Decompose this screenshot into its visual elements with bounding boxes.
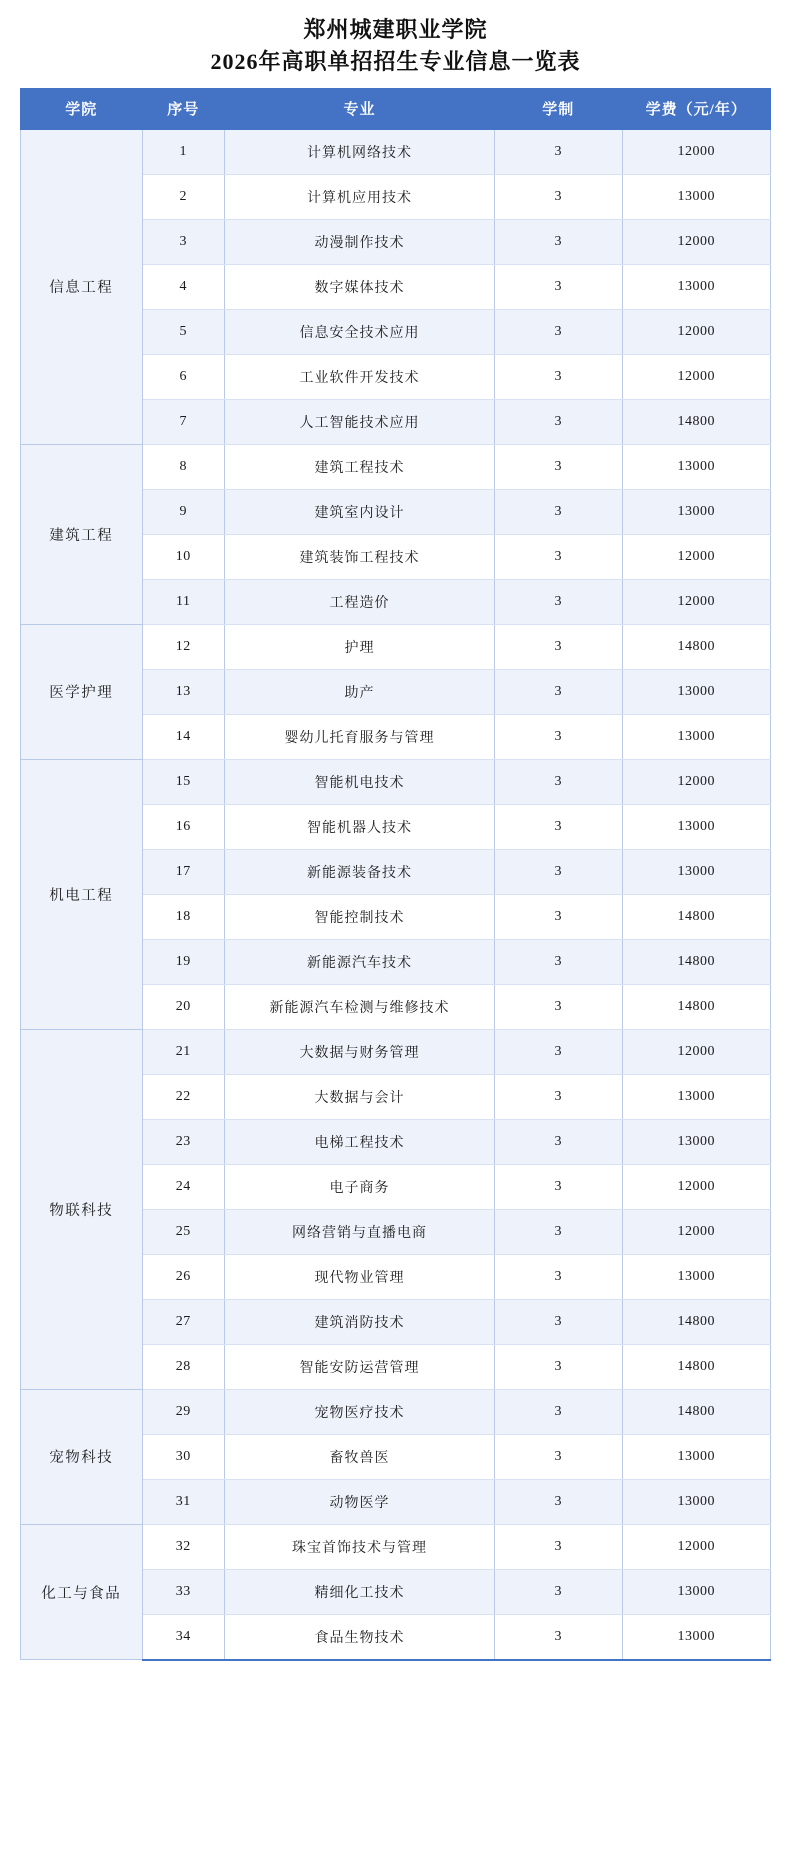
row-index-cell: 19 [142, 939, 225, 984]
major-name-cell: 动漫制作技术 [225, 219, 495, 264]
major-name-cell: 建筑装饰工程技术 [225, 534, 495, 579]
study-years-cell: 3 [495, 1164, 623, 1209]
row-index-cell: 33 [142, 1569, 225, 1614]
major-name-cell: 新能源汽车检测与维修技术 [225, 984, 495, 1029]
tuition-fee-cell: 14800 [622, 894, 771, 939]
row-index-cell: 11 [142, 579, 225, 624]
tuition-fee-cell: 14800 [622, 399, 771, 444]
major-name-cell: 建筑工程技术 [225, 444, 495, 489]
major-name-cell: 婴幼儿托育服务与管理 [225, 714, 495, 759]
study-years-cell: 3 [495, 669, 623, 714]
study-years-cell: 3 [495, 1119, 623, 1164]
tuition-fee-cell: 13000 [622, 489, 771, 534]
tuition-fee-cell: 14800 [622, 624, 771, 669]
row-index-cell: 31 [142, 1479, 225, 1524]
study-years-cell: 3 [495, 1389, 623, 1434]
study-years-cell: 3 [495, 804, 623, 849]
row-index-cell: 25 [142, 1209, 225, 1254]
tuition-fee-cell: 13000 [622, 264, 771, 309]
row-index-cell: 30 [142, 1434, 225, 1479]
study-years-cell: 3 [495, 624, 623, 669]
major-name-cell: 人工智能技术应用 [225, 399, 495, 444]
table-body [21, 129, 771, 1660]
major-name-cell: 智能控制技术 [225, 894, 495, 939]
major-name-cell: 建筑室内设计 [225, 489, 495, 534]
row-index-cell: 7 [142, 399, 225, 444]
row-index-cell: 27 [142, 1299, 225, 1344]
study-years-cell: 3 [495, 489, 623, 534]
major-name-cell: 数字媒体技术 [225, 264, 495, 309]
major-name-cell: 智能机器人技术 [225, 804, 495, 849]
college-cell: 化工与食品 [21, 1524, 143, 1660]
study-years-cell: 3 [495, 219, 623, 264]
row-index-cell: 3 [142, 219, 225, 264]
row-index-cell: 4 [142, 264, 225, 309]
major-name-cell: 智能机电技术 [225, 759, 495, 804]
study-years-cell: 3 [495, 1524, 623, 1569]
row-index-cell: 20 [142, 984, 225, 1029]
tuition-fee-cell: 14800 [622, 1299, 771, 1344]
majors-table [20, 88, 771, 1661]
study-years-cell: 3 [495, 579, 623, 624]
college-cell: 建筑工程 [21, 444, 143, 624]
column-header-fee: 学费（元/年） [622, 88, 771, 129]
study-years-cell: 3 [495, 1569, 623, 1614]
major-name-cell: 网络营销与直播电商 [225, 1209, 495, 1254]
row-index-cell: 34 [142, 1614, 225, 1660]
major-name-cell: 计算机应用技术 [225, 174, 495, 219]
table-row [21, 1524, 771, 1569]
row-index-cell: 23 [142, 1119, 225, 1164]
college-cell: 机电工程 [21, 759, 143, 1029]
study-years-cell: 3 [495, 984, 623, 1029]
study-years-cell: 3 [495, 399, 623, 444]
study-years-cell: 3 [495, 354, 623, 399]
tuition-fee-cell: 12000 [622, 1164, 771, 1209]
major-name-cell: 工程造价 [225, 579, 495, 624]
row-index-cell: 5 [142, 309, 225, 354]
table-row [21, 624, 771, 669]
table-header-row [21, 88, 771, 129]
study-years-cell: 3 [495, 1074, 623, 1119]
study-years-cell: 3 [495, 264, 623, 309]
tuition-fee-cell: 12000 [622, 1209, 771, 1254]
row-index-cell: 18 [142, 894, 225, 939]
tuition-fee-cell: 13000 [622, 1074, 771, 1119]
major-name-cell: 电梯工程技术 [225, 1119, 495, 1164]
study-years-cell: 3 [495, 534, 623, 579]
title-line-2: 2026年高职单招招生专业信息一览表 [210, 48, 581, 74]
tuition-fee-cell: 12000 [622, 309, 771, 354]
study-years-cell: 3 [495, 1209, 623, 1254]
row-index-cell: 16 [142, 804, 225, 849]
row-index-cell: 22 [142, 1074, 225, 1119]
major-name-cell: 计算机网络技术 [225, 129, 495, 174]
study-years-cell: 3 [495, 444, 623, 489]
study-years-cell: 3 [495, 309, 623, 354]
tuition-fee-cell: 14800 [622, 1344, 771, 1389]
column-header-major: 专业 [225, 88, 495, 129]
major-name-cell: 大数据与财务管理 [225, 1029, 495, 1074]
tuition-fee-cell: 14800 [622, 984, 771, 1029]
column-header-index: 序号 [142, 88, 225, 129]
tuition-fee-cell: 13000 [622, 849, 771, 894]
tuition-fee-cell: 13000 [622, 1434, 771, 1479]
tuition-fee-cell: 12000 [622, 579, 771, 624]
study-years-cell: 3 [495, 1434, 623, 1479]
row-index-cell: 1 [142, 129, 225, 174]
tuition-fee-cell: 12000 [622, 129, 771, 174]
row-index-cell: 8 [142, 444, 225, 489]
row-index-cell: 2 [142, 174, 225, 219]
tuition-fee-cell: 12000 [622, 1029, 771, 1074]
major-name-cell: 动物医学 [225, 1479, 495, 1524]
table-row [21, 129, 771, 174]
tuition-fee-cell: 13000 [622, 174, 771, 219]
row-index-cell: 9 [142, 489, 225, 534]
tuition-fee-cell: 12000 [622, 1524, 771, 1569]
title-line-1: 郑州城建职业学院 [303, 17, 488, 42]
study-years-cell: 3 [495, 1479, 623, 1524]
major-name-cell: 护理 [225, 624, 495, 669]
row-index-cell: 17 [142, 849, 225, 894]
major-name-cell: 电子商务 [225, 1164, 495, 1209]
row-index-cell: 21 [142, 1029, 225, 1074]
column-header-college: 学院 [21, 88, 143, 129]
major-name-cell: 食品生物技术 [225, 1614, 495, 1660]
tuition-fee-cell: 12000 [622, 354, 771, 399]
study-years-cell: 3 [495, 759, 623, 804]
major-name-cell: 助产 [225, 669, 495, 714]
college-cell: 物联科技 [21, 1029, 143, 1389]
row-index-cell: 29 [142, 1389, 225, 1434]
tuition-fee-cell: 13000 [622, 669, 771, 714]
major-name-cell: 珠宝首饰技术与管理 [225, 1524, 495, 1569]
tuition-fee-cell: 14800 [622, 1389, 771, 1434]
row-index-cell: 15 [142, 759, 225, 804]
college-cell: 宠物科技 [21, 1389, 143, 1524]
study-years-cell: 3 [495, 1029, 623, 1074]
tuition-fee-cell: 12000 [622, 219, 771, 264]
row-index-cell: 24 [142, 1164, 225, 1209]
major-name-cell: 新能源汽车技术 [225, 939, 495, 984]
tuition-fee-cell: 13000 [622, 714, 771, 759]
study-years-cell: 3 [495, 1344, 623, 1389]
tuition-fee-cell: 13000 [622, 1614, 771, 1660]
row-index-cell: 6 [142, 354, 225, 399]
row-index-cell: 13 [142, 669, 225, 714]
row-index-cell: 32 [142, 1524, 225, 1569]
major-name-cell: 工业软件开发技术 [225, 354, 495, 399]
row-index-cell: 14 [142, 714, 225, 759]
college-cell: 医学护理 [21, 624, 143, 759]
study-years-cell: 3 [495, 129, 623, 174]
major-name-cell: 建筑消防技术 [225, 1299, 495, 1344]
table-header [21, 88, 771, 129]
row-index-cell: 12 [142, 624, 225, 669]
table-row [21, 1389, 771, 1434]
major-name-cell: 畜牧兽医 [225, 1434, 495, 1479]
table-row [21, 444, 771, 489]
table-row [21, 1029, 771, 1074]
tuition-fee-cell: 13000 [622, 1119, 771, 1164]
study-years-cell: 3 [495, 174, 623, 219]
major-name-cell: 大数据与会计 [225, 1074, 495, 1119]
tuition-fee-cell: 13000 [622, 444, 771, 489]
tuition-fee-cell: 13000 [622, 1254, 771, 1299]
table-row [21, 759, 771, 804]
study-years-cell: 3 [495, 939, 623, 984]
document-title [20, 8, 771, 88]
major-name-cell: 智能安防运营管理 [225, 1344, 495, 1389]
major-name-cell: 现代物业管理 [225, 1254, 495, 1299]
major-name-cell: 精细化工技术 [225, 1569, 495, 1614]
major-name-cell: 宠物医疗技术 [225, 1389, 495, 1434]
study-years-cell: 3 [495, 1614, 623, 1660]
row-index-cell: 28 [142, 1344, 225, 1389]
tuition-fee-cell: 14800 [622, 939, 771, 984]
study-years-cell: 3 [495, 1299, 623, 1344]
tuition-fee-cell: 12000 [622, 534, 771, 579]
column-header-years: 学制 [495, 88, 623, 129]
study-years-cell: 3 [495, 894, 623, 939]
tuition-fee-cell: 12000 [622, 759, 771, 804]
tuition-fee-cell: 13000 [622, 1479, 771, 1524]
study-years-cell: 3 [495, 714, 623, 759]
major-name-cell: 新能源装备技术 [225, 849, 495, 894]
row-index-cell: 10 [142, 534, 225, 579]
college-cell: 信息工程 [21, 129, 143, 444]
tuition-fee-cell: 13000 [622, 1569, 771, 1614]
row-index-cell: 26 [142, 1254, 225, 1299]
study-years-cell: 3 [495, 849, 623, 894]
major-name-cell: 信息安全技术应用 [225, 309, 495, 354]
tuition-fee-cell: 13000 [622, 804, 771, 849]
study-years-cell: 3 [495, 1254, 623, 1299]
